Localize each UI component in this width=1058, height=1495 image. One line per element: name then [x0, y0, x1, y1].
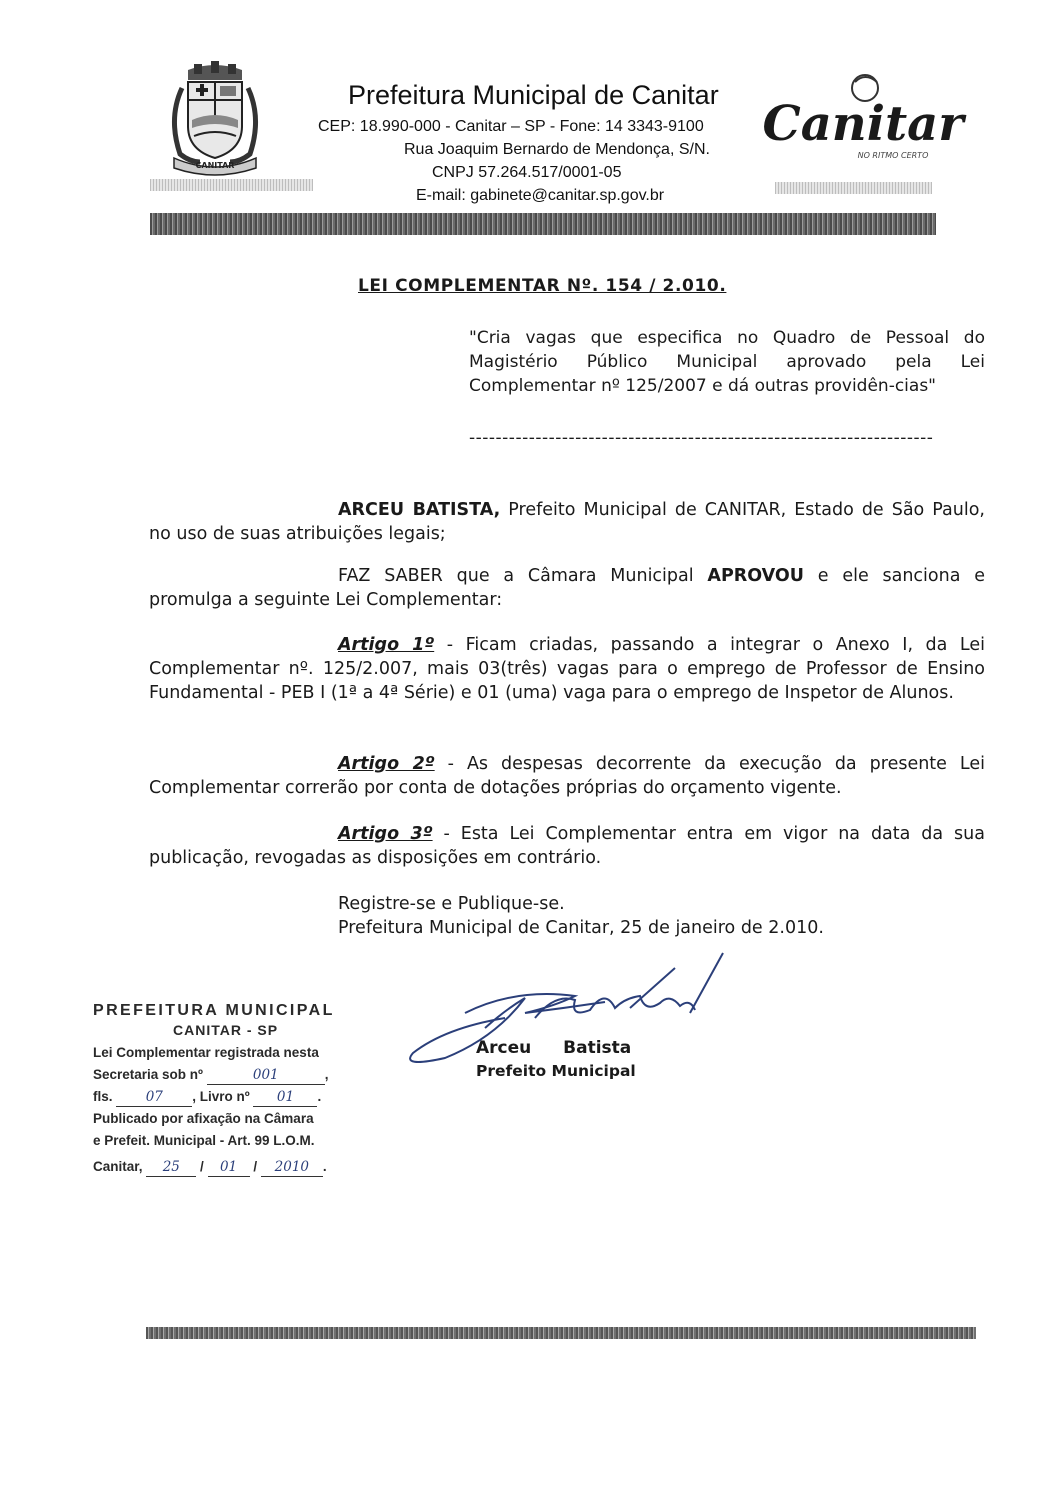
stamp-secretaria-label: Secretaria sob nº	[93, 1067, 203, 1082]
header-divider-bar	[150, 213, 936, 235]
stamp-article: e Prefeit. Municipal - Art. 99 L.O.M.	[93, 1133, 315, 1148]
article-3-text: - Esta Lei Complementar entra em vigor na data da sua publicação, revogadas as disposições em contrário.	[149, 824, 985, 868]
enactment	[149, 564, 985, 612]
stamp-secretaria-number: 001	[207, 1067, 325, 1085]
enactment-approved: APROVOU	[707, 566, 804, 586]
article-2	[149, 752, 985, 800]
stamp-fls-livro: fls. 07 , Livro nº 01 .	[93, 1089, 322, 1105]
signer-title: Prefeito Municipal	[476, 1062, 636, 1080]
preamble	[149, 498, 985, 546]
handwritten-signature	[405, 958, 735, 1078]
enactment-text-a: FAZ SABER que a Câmara Municipal	[338, 566, 708, 586]
stamp-livro-number: 01	[253, 1089, 317, 1107]
law-ementa: "Cria vagas que especifica no Quadro de Pessoal do Magistério Público Municipal aprovado pela Lei Complementar nº 125/2007 e dá outras providên-cias"	[469, 328, 985, 396]
law-title: LEI COMPLEMENTAR Nº. 154 / 2.010.	[358, 276, 727, 296]
stamp-date-year: 2010	[261, 1159, 323, 1177]
stamp-date: Canitar, 25 / 01 / 2010 .	[93, 1159, 327, 1175]
article-1	[149, 633, 985, 705]
coat-of-arms-icon	[160, 58, 270, 176]
cnpj-line: CNPJ 57.264.517/0001-05	[432, 164, 622, 181]
stamp-fls-label: fls.	[93, 1089, 113, 1104]
article-3	[149, 822, 985, 870]
stamp-published: Publicado por afixação na Câmara	[93, 1111, 314, 1126]
stamp-city: CANITAR - SP	[173, 1022, 279, 1038]
mayor-name: ARCEU BATISTA,	[338, 500, 501, 520]
cep-line: CEP: 18.990-000 - Canitar – SP - Fone: 14 3343-9100	[318, 118, 704, 135]
article-2-text: - As despesas decorrente da execução da presente Lei Complementar correrão por conta de dotações próprias do orçamento vigente.	[149, 754, 985, 798]
registration-stamp	[93, 1002, 393, 1178]
ementa-separator: ----------------------------------------------------------------------	[469, 428, 934, 448]
email-line: E-mail: gabinete@canitar.sp.gov.br	[416, 187, 665, 204]
header-stripe-left	[150, 179, 313, 191]
article-2-label: Artigo 2º	[338, 754, 435, 774]
stamp-org: PREFEITURA MUNICIPAL	[93, 1002, 335, 1019]
closing-register: Registre-se e Publique-se.	[338, 894, 565, 914]
stamp-date-day: 25	[146, 1159, 196, 1177]
footer-divider-bar	[146, 1327, 976, 1339]
article-1-text: - Ficam criadas, passando a integrar o Anexo I, da Lei Complementar nº. 125/2.007, mais 03(três) vagas para o emprego de Professor de Ensino Fundamental - PEB I (1ª a 4ª Série) e 01 (uma) vaga para o emprego de Inspetor de Alunos.	[149, 635, 985, 703]
stamp-secretaria: Secretaria sob nº 001 ,	[93, 1067, 329, 1083]
closing-place-date: Prefeitura Municipal de Canitar, 25 de janeiro de 2.010.	[338, 918, 824, 938]
stamp-fls-number: 07	[116, 1089, 192, 1107]
stamp-date-month: 01	[208, 1159, 250, 1177]
stamp-registered: Lei Complementar registrada nesta	[93, 1045, 319, 1060]
header-stripe-right	[775, 182, 932, 194]
canitar-brand-logo	[762, 68, 964, 163]
address-line: Rua Joaquim Bernardo de Mendonça, S/N.	[404, 141, 710, 158]
signer-name: Arceu Batista	[476, 1038, 632, 1058]
stamp-livro-label: , Livro nº	[192, 1089, 250, 1104]
brand-slogan: NO RITMO CERTO	[857, 151, 929, 160]
stamp-city-label: Canitar,	[93, 1159, 143, 1174]
article-3-label: Artigo 3º	[338, 824, 433, 844]
enactment-text-b: e ele sanciona e promulga a seguinte Lei Complementar:	[149, 566, 985, 610]
preamble-text: Prefeito Municipal de CANITAR, Estado de São Paulo, no uso de suas atribuições legais;	[149, 500, 985, 544]
brand-name: Canitar	[762, 96, 964, 152]
coat-label: CANITAR	[195, 161, 235, 170]
article-1-label: Artigo 1º	[338, 635, 435, 655]
org-name: Prefeitura Municipal de Canitar	[348, 80, 719, 110]
